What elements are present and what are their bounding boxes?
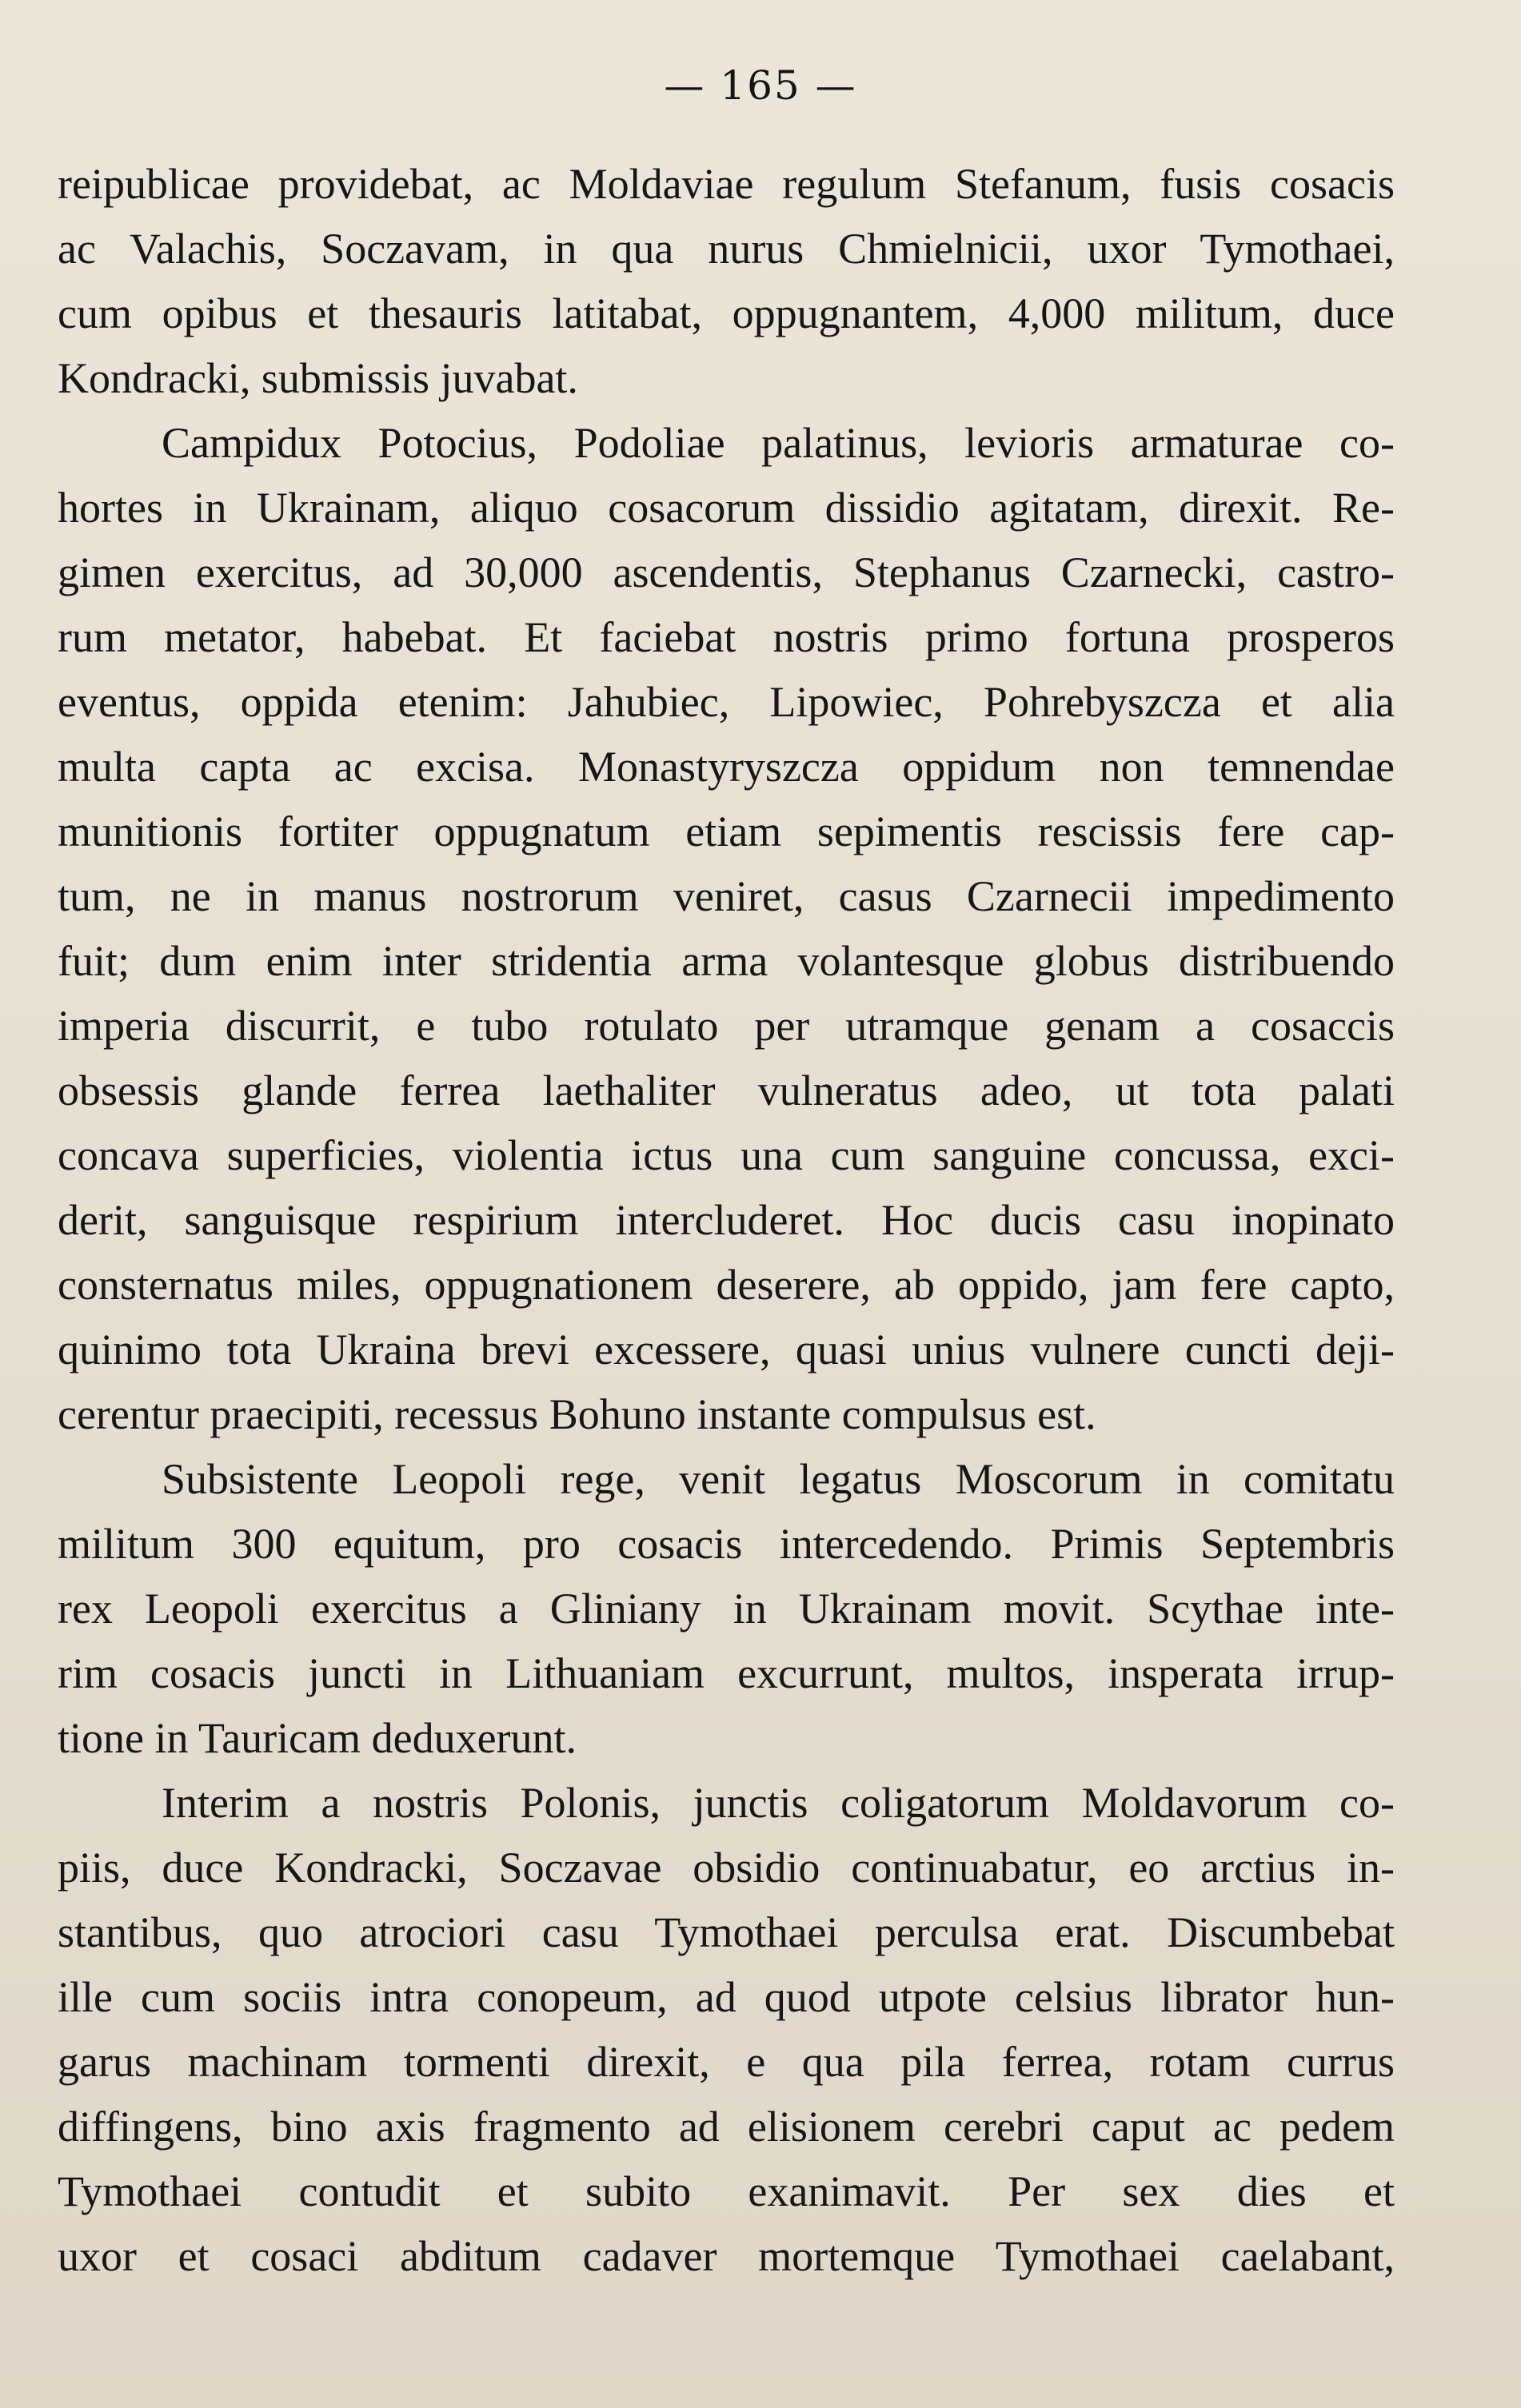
text-line: stantibus, quo atrociori casu Tymothaei perculsa erat. Discumbebat xyxy=(58,1908,1395,1956)
text-line: rex Leopoli exercitus a Gliniany in Ukrainam movit. Scythae inte- xyxy=(58,1585,1395,1633)
text-line: Interim a nostris Polonis, junctis coligatorum Moldavorum co- xyxy=(162,1779,1395,1827)
text-line: tum, ne in manus nostrorum veniret, casus Czarnecii impedimento xyxy=(58,872,1395,920)
text-line: consternatus miles, oppugnationem deserere, ab oppido, jam fere capto, xyxy=(58,1261,1395,1309)
text-line: eventus, oppida etenim: Jahubiec, Lipowiec, Pohrebyszcza et alia xyxy=(58,678,1395,726)
page-number: — 165 — xyxy=(664,62,857,109)
paragraph xyxy=(58,1447,1395,1771)
text-line: militum 300 equitum, pro cosacis intercedendo. Primis Septembris xyxy=(58,1520,1395,1568)
text-line: ac Valachis, Soczavam, in qua nurus Chmielnicii, uxor Tymothaei, xyxy=(58,225,1395,273)
paragraph xyxy=(58,152,1395,411)
text-line: munitionis fortiter oppugnatum etiam sepimentis rescissis fere cap- xyxy=(58,807,1395,855)
text-line: uxor et cosaci abditum cadaver mortemque Tymothaei caelabant, xyxy=(58,2232,1395,2280)
paragraph xyxy=(58,1771,1395,2289)
text-line: cerentur praecipiti, recessus Bohuno instante compulsus est. xyxy=(58,1390,1096,1438)
paragraph xyxy=(58,411,1395,1447)
text-line: reipublicae providebat, ac Moldaviae regulum Stefanum, fusis cosacis xyxy=(58,160,1395,208)
text-line: Campidux Potocius, Podoliae palatinus, levioris armaturae co- xyxy=(162,419,1395,467)
text-line: derit, sanguisque respirium intercluderet. Hoc ducis casu inopinato xyxy=(58,1196,1395,1244)
text-line: Subsistente Leopoli rege, venit legatus Moscorum in comitatu xyxy=(162,1455,1395,1503)
text-line: rim cosacis juncti in Lithuaniam excurrunt, multos, insperata irrup- xyxy=(58,1649,1395,1697)
text-line: Kondracki, submissis juvabat. xyxy=(58,354,578,402)
text-line: quinimo tota Ukraina brevi excessere, quasi unius vulnere cuncti deji- xyxy=(58,1326,1395,1373)
text-line: Tymothaei contudit et subito exanimavit. Per sex dies et xyxy=(58,2167,1395,2215)
text-line: garus machinam tormenti direxit, e qua pila ferrea, rotam currus xyxy=(58,2038,1395,2086)
text-line: ille cum sociis intra conopeum, ad quod utpote celsius librator hun- xyxy=(58,1973,1395,2021)
text-line: diffingens, bino axis fragmento ad elisionem cerebri caput ac pedem xyxy=(58,2103,1395,2151)
text-line: imperia discurrit, e tubo rotulato per utramque genam a cosaccis xyxy=(58,1002,1395,1050)
text-line: obsessis glande ferrea laethaliter vulneratus adeo, ut tota palati xyxy=(58,1066,1395,1114)
text-line: concava superficies, violentia ictus una cum sanguine concussa, exci- xyxy=(58,1131,1395,1179)
text-line: piis, duce Kondracki, Soczavae obsidio continuabatur, eo arctius in- xyxy=(58,1844,1395,1892)
text-line: rum metator, habebat. Et faciebat nostris primo fortuna prosperos xyxy=(58,613,1395,661)
text-line: multa capta ac excisa. Monastyryszcza oppidum non temnendae xyxy=(58,743,1395,791)
text-line: cum opibus et thesauris latitabat, oppugnantem, 4,000 militum, duce xyxy=(58,289,1395,337)
text-line: hortes in Ukrainam, aliquo cosacorum dissidio agitatam, direxit. Re- xyxy=(58,484,1395,532)
text-line: gimen exercitus, ad 30,000 ascendentis, Stephanus Czarnecki, castro- xyxy=(58,548,1395,596)
text-line: tione in Tauricam deduxerunt. xyxy=(58,1714,577,1762)
text-line: fuit; dum enim inter stridentia arma volantesque globus distribuendo xyxy=(58,937,1395,985)
body-text xyxy=(58,152,1395,2289)
